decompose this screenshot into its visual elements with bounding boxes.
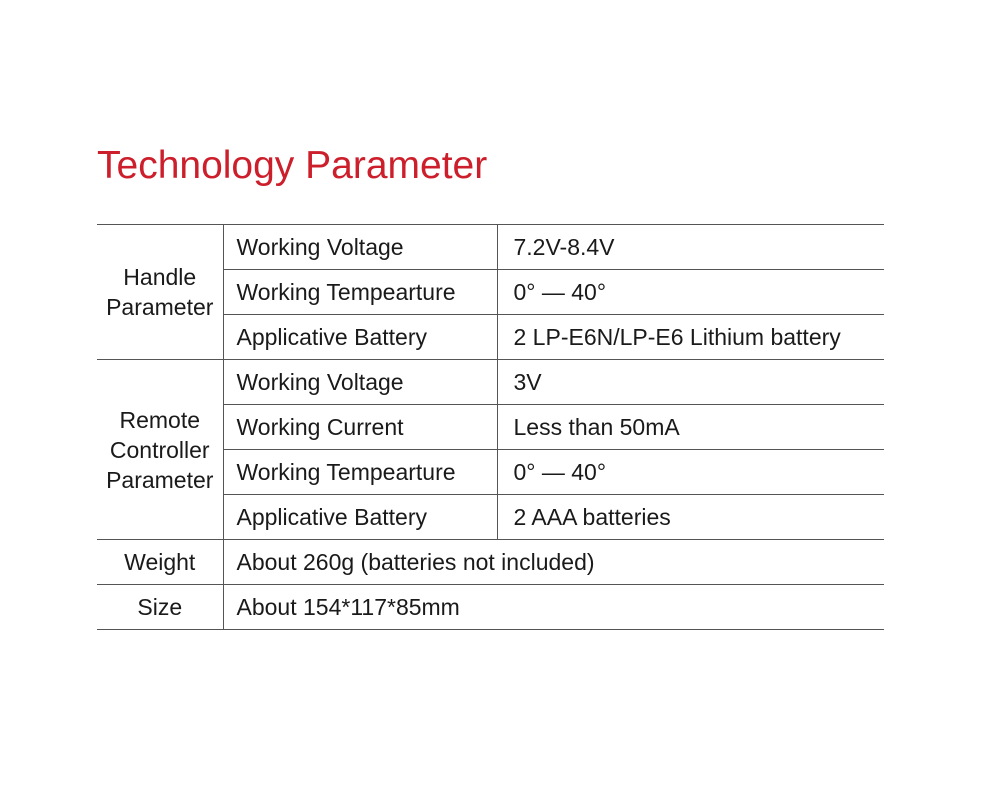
size-value: About 154*117*85mm xyxy=(223,585,884,630)
page-title: Technology Parameter xyxy=(97,144,488,187)
table-row xyxy=(97,360,884,405)
row-label-size: Size xyxy=(97,585,223,630)
param-name: Working Tempearture xyxy=(223,270,497,315)
param-value: 7.2V-8.4V xyxy=(497,225,884,270)
param-value: 2 AAA batteries xyxy=(497,495,884,540)
param-name: Working Current xyxy=(223,405,497,450)
table-row xyxy=(97,540,884,585)
param-value: 2 LP-E6N/LP-E6 Lithium battery xyxy=(497,315,884,360)
param-value: 0° — 40° xyxy=(497,270,884,315)
param-name: Applicative Battery xyxy=(223,495,497,540)
row-label-weight: Weight xyxy=(97,540,223,585)
param-value: 3V xyxy=(497,360,884,405)
param-value: 0° — 40° xyxy=(497,450,884,495)
param-name: Applicative Battery xyxy=(223,315,497,360)
parameter-table xyxy=(97,224,884,630)
weight-value: About 260g (batteries not included) xyxy=(223,540,884,585)
param-value: Less than 50mA xyxy=(497,405,884,450)
param-name: Working Voltage xyxy=(223,360,497,405)
table-row xyxy=(97,585,884,630)
group-label-handle: Handle Parameter xyxy=(97,225,223,360)
table-row xyxy=(97,225,884,270)
param-name: Working Tempearture xyxy=(223,450,497,495)
param-name: Working Voltage xyxy=(223,225,497,270)
group-label-remote-controller: Remote Controller Parameter xyxy=(97,360,223,540)
